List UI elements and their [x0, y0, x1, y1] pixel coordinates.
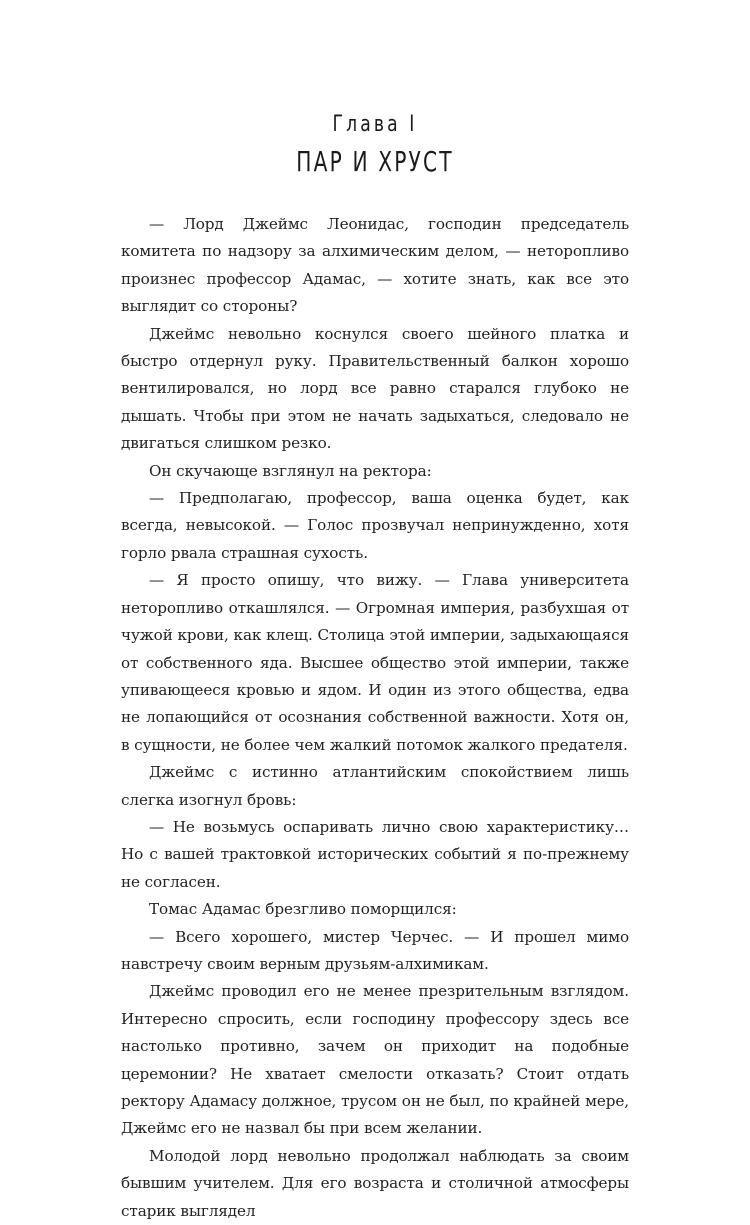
- paragraph: — Всего хорошего, мистер Черчес. — И прошел мимо навстречу своим верным друзьям-алхимикам.: [121, 927, 629, 973]
- chapter-label: Глава I: [332, 112, 418, 137]
- paragraph: — Лорд Джеймс Леонидас, господин председатель комитета по надзору за алхимическим делом, — неторопливо произнес профессор Адамас, — хотите знать, как все это выглядит со стороны?: [121, 215, 629, 316]
- paragraph: — Не возьмусь оспаривать лично свою характеристику… Но с вашей трактовкой исторических событий я по-прежнему не согласен.: [121, 817, 629, 891]
- chapter-title: ПАР И ХРУСТ: [296, 145, 454, 178]
- paragraph: Джеймс проводил его не менее презрительным взглядом. Интересно спросить, если господину профессору здесь все настолько противно, зачем он приходит на подобные церемонии? Не хватает смелости отказать? Стоит отдать ректору Адамасу должное, трусом он не был, по крайней мере, Джеймс его не назвал бы при всем желании.: [121, 982, 629, 1138]
- paragraph: Джеймс невольно коснулся своего шейного платка и быстро отдернул руку. Правительственный балкон хорошо вентилировался, но лорд все равно старался глубоко не дышать. Чтобы при этом не начать задыхаться, следовало не двигаться слишком резко.: [121, 324, 629, 453]
- paragraph: Джеймс с истинно атлантийским спокойствием лишь слегка изогнул бровь:: [121, 763, 629, 809]
- chapter-body: [121, 211, 629, 1225]
- paragraph: Молодой лорд невольно продолжал наблюдать за своим бывшим учителем. Для его возраста и столичной атмосферы старик выглядел: [121, 1146, 629, 1220]
- paragraph: — Предполагаю, профессор, ваша оценка будет, как всегда, невысокой. — Голос прозвучал непринужденно, хотя горло рвала страшная сухость.: [121, 489, 629, 562]
- paragraph: Томас Адамас брезгливо поморщился:: [149, 900, 457, 919]
- paragraph: Он скучающе взглянул на ректора:: [149, 461, 432, 480]
- paragraph: — Я просто опишу, что вижу. — Глава университета неторопливо откашлялся. — Огромная империя, разбухшая от чужой крови, как клещ. Столица этой империи, задыхающаяся от собственного яда. Высшее общество этой империи, также упивающееся кровью и ядом. И один из этого общества, едва не лопающийся от осознания собственной важности. Хотя он, в сущности, не более чем жалкий потомок жалкого предателя.: [121, 571, 629, 754]
